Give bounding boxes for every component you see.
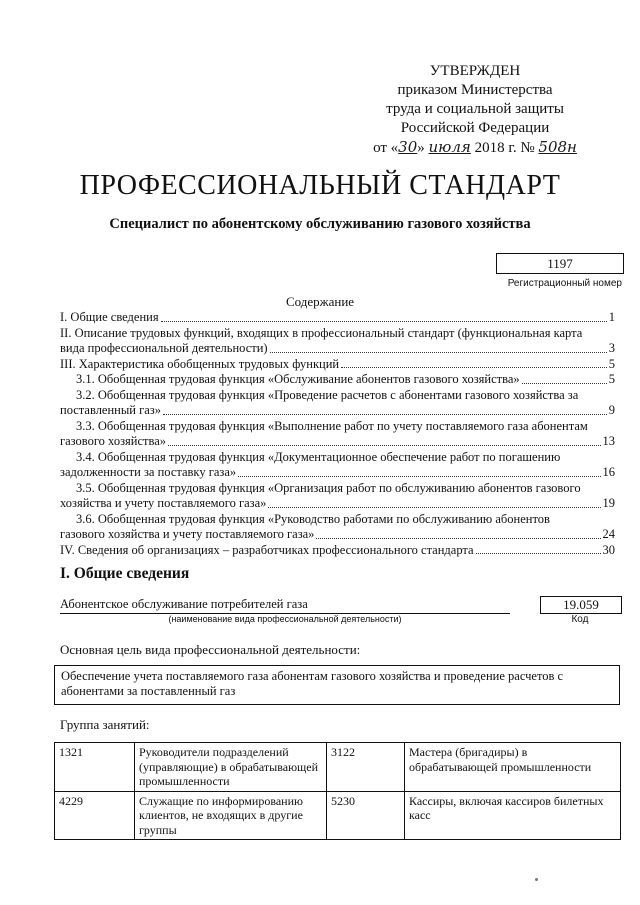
- toc-item[interactable]: I. Общие сведения 1: [60, 310, 615, 324]
- registration-number-box: 1197: [496, 253, 624, 274]
- date-day-handwritten: 30: [398, 138, 418, 156]
- section-title: I. Общие сведения: [60, 565, 190, 582]
- occupation-group-label: Группа занятий:: [60, 717, 150, 732]
- toc-page: 24: [602, 527, 615, 541]
- group-code-cell: 1321: [55, 743, 135, 792]
- approval-block: [350, 62, 600, 158]
- group-name-cell: Мастера (бригадиры) в обрабатывающей промышленности: [405, 743, 621, 792]
- toc-page: 19: [602, 496, 615, 510]
- approval-line: Российской Федерации: [400, 120, 550, 136]
- group-code-cell: 5230: [327, 791, 405, 840]
- toc-item[interactable]: 3.5. Обобщенная трудовая функция «Организация работ по обслуживанию абонентов газового хозяйства и учету поставляемого газа» 19: [60, 480, 615, 510]
- group-name-cell: Руководители подразделений (управляющие) в обрабатывающей промышленности: [135, 743, 327, 792]
- approval-line: труда и социальной защиты: [386, 101, 564, 117]
- occupation-group-table: [54, 742, 621, 840]
- toc-page: 9: [608, 403, 615, 417]
- group-code-cell: 3122: [327, 743, 405, 792]
- activity-code-caption: Код: [571, 614, 589, 625]
- activity-kind-value: Абонентское обслуживание потребителей газа: [60, 597, 510, 614]
- table-row: [55, 791, 621, 840]
- toc-page: 16: [602, 465, 615, 479]
- goal-label: Основная цель вида профессиональной деятельности:: [60, 642, 361, 657]
- table-of-contents: [60, 310, 615, 558]
- group-code-cell: 4229: [55, 791, 135, 840]
- toc-item[interactable]: III. Характеристика обобщенных трудовых функций 5: [60, 356, 615, 371]
- table-row: [55, 743, 621, 792]
- toc-item[interactable]: IV. Сведения об организациях – разработчиках профессионального стандарта 30: [60, 542, 615, 557]
- toc-item[interactable]: 3.4. Обобщенная трудовая функция «Документационное обеспечение работ по погашению задолженности за поставку газа» 16: [60, 449, 615, 479]
- toc-page: 3: [608, 341, 615, 355]
- scan-speck: [535, 878, 538, 881]
- toc-page: 30: [602, 542, 615, 557]
- registration-number-label: Регистрационный номер: [507, 278, 622, 289]
- date-month-handwritten: июля: [428, 138, 471, 156]
- approval-date-line: [350, 138, 600, 158]
- toc-page: 5: [608, 372, 615, 386]
- toc-item[interactable]: 3.6. Обобщенная трудовая функция «Руководство работами по обслуживанию абонентов газового хозяйства и учету поставляемого газа» 24: [60, 511, 615, 541]
- document-subtitle: Специалист по абонентскому обслуживанию газового хозяйства: [109, 216, 531, 232]
- toc-item[interactable]: 3.1. Обобщенная трудовая функция «Обслуживание абонентов газового хозяйства» 5: [76, 372, 615, 386]
- date-mid: »: [417, 140, 429, 156]
- group-name-cell: Кассиры, включая кассиров билетных касс: [405, 791, 621, 840]
- goal-text-box: Обеспечение учета поставляемого газа абонентам газового хозяйства и проведение расчетов с абонентами за поставленный газ: [54, 665, 620, 705]
- toc-page: 1: [608, 310, 615, 324]
- document-title: ПРОФЕССИОНАЛЬНЫЙ СТАНДАРТ: [79, 170, 561, 201]
- toc-title: Содержание: [285, 294, 355, 309]
- date-prefix: от «: [373, 140, 399, 156]
- group-name-cell: Служащие по информированию клиентов, не входящих в другие группы: [135, 791, 327, 840]
- toc-page: 13: [602, 434, 615, 448]
- order-number-handwritten: 508н: [538, 138, 577, 156]
- date-year: 2018 г. №: [470, 140, 539, 156]
- toc-item[interactable]: II. Описание трудовых функций, входящих в профессиональный стандарт (функциональная карта вида профессиональной деятельности) 3: [60, 325, 615, 355]
- activity-kind-caption: (наименование вида профессиональной деятельности): [168, 614, 402, 624]
- toc-item[interactable]: 3.3. Обобщенная трудовая функция «Выполнение работ по учету поставляемого газа абонентам газового хозяйства» 13: [60, 418, 615, 448]
- activity-code-box: 19.059: [540, 596, 622, 614]
- approval-heading: УТВЕРЖДЕН: [429, 63, 521, 79]
- toc-page: 5: [608, 356, 615, 371]
- approval-line: приказом Министерства: [397, 82, 553, 98]
- toc-item[interactable]: 3.2. Обобщенная трудовая функция «Проведение расчетов с абонентами газового хозяйства за поставленный газ» 9: [60, 387, 615, 417]
